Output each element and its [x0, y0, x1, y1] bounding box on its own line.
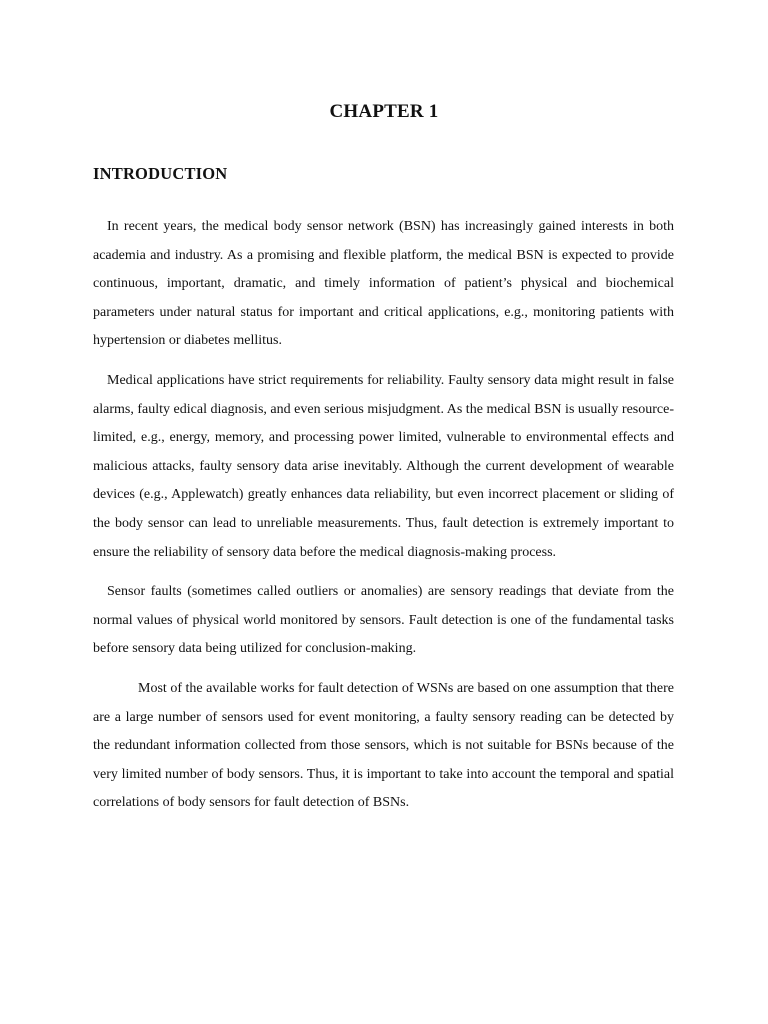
paragraph-4: Most of the available works for fault detection of WSNs are based on one assumption that there are a large number of sensors used for event monitoring, a faulty sensory reading can be detected by the redundant information collected from those sensors, which is not suitable for BSNs because of the very limited number of body sensors. Thus, it is important to take into account the temporal and spatial correlations of body sensors for fault detection of BSNs.	[93, 680, 674, 811]
paragraph-2: Medical applications have strict requirements for reliability. Faulty sensory data might result in false alarms, faulty edical diagnosis, and even serious misjudgment. As the medical BSN is usually resource-limited, e.g., energy, memory, and processing power limited, vulnerable to environmental effects and malicious attacks, faulty sensory data arise inevitably. Although the current development of wearable devices (e.g., Applewatch) greatly enhances data reliability, but even incorrect placement or sliding of the body sensor can lead to unreliable measurements. Thus, fault detection is extremely important to ensure the reliability of sensory data before the medical diagnosis-making process.	[93, 372, 674, 560]
paragraph-1: In recent years, the medical body sensor network (BSN) has increasingly gained interests in both academia and industry. As a promising and flexible platform, the medical BSN is expected to provide continuous, important, dramatic, and timely information of patient’s physical and biochemical parameters under natural status for important and critical applications, e.g., monitoring patients with hypertension or diabetes mellitus.	[93, 219, 674, 349]
body-text	[93, 213, 674, 829]
section-heading: INTRODUCTION	[93, 164, 228, 183]
chapter-title: CHAPTER 1	[329, 101, 439, 122]
paragraph-3: Sensor faults (sometimes called outliers or anomalies) are sensory readings that deviate from the normal values of physical world monitored by sensors. Fault detection is one of the fundamental tasks before sensory data being utilized for conclusion-making.	[93, 584, 674, 657]
